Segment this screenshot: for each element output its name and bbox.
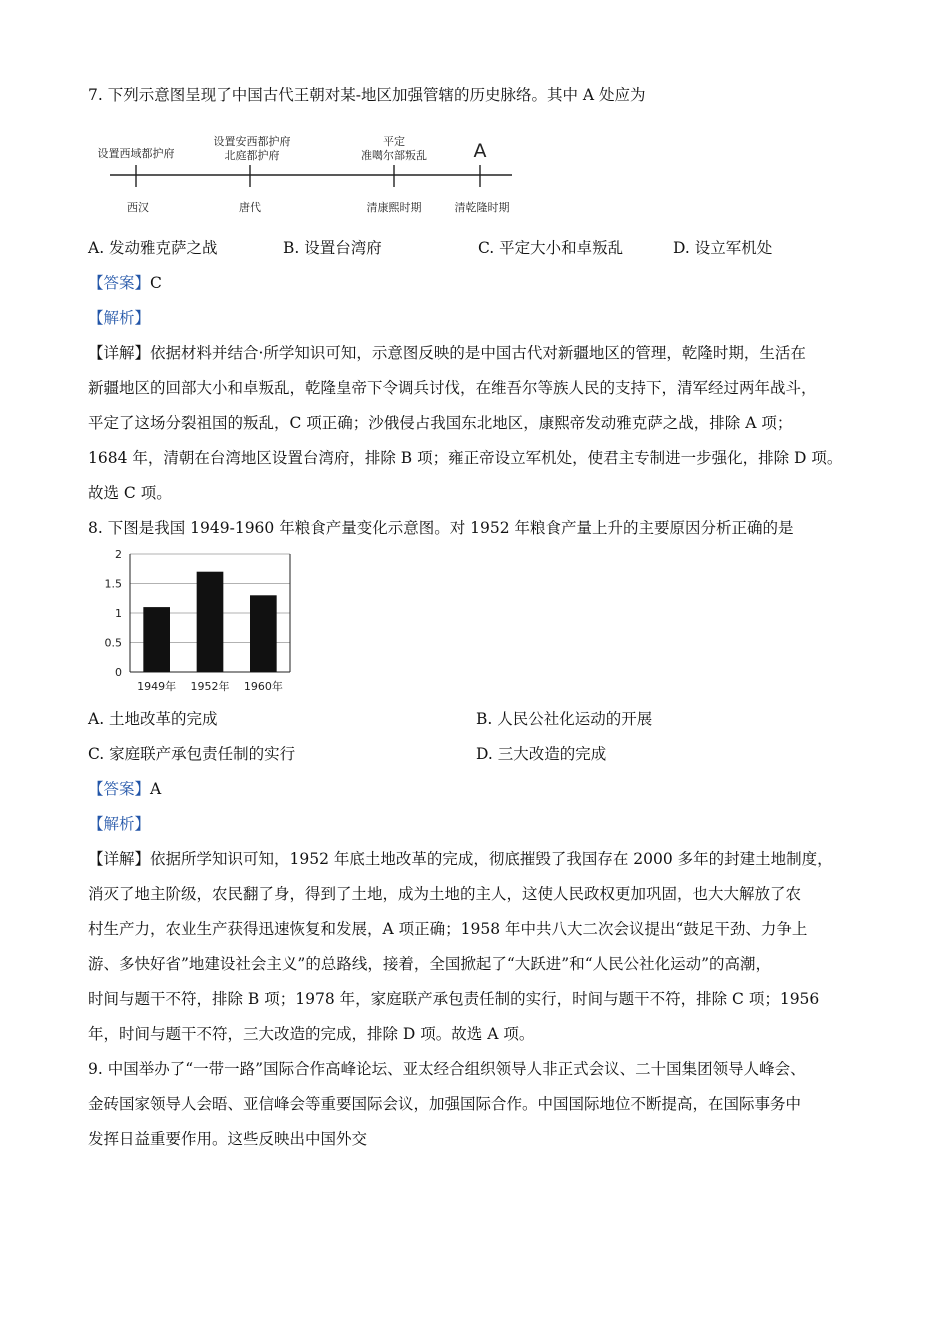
q7-detail-line: 1684 年，清朝在台湾地区设置台湾府，排除 B 项；雍正帝设立军机处，使君主专制进一步强化，排除 D 项。 xyxy=(88,449,843,467)
timeline-period-label: 清康熙时期 xyxy=(366,201,422,214)
q7-detail-line: 新疆地区的回部大小和卓叛乱，乾隆皇帝下令调兵讨伐，在维吾尔等族人民的支持下，清军经过两年战斗， xyxy=(88,379,817,397)
q8-stem: 8. 下图是我国 1949-1960 年粮食产量变化示意图。对 1952 年粮食产量上升的主要原因分析正确的是 xyxy=(88,519,794,537)
timeline-event-label: 设置安西都护府 xyxy=(213,135,291,148)
q7-option-a: A. 发动雅克萨之战 xyxy=(88,239,218,257)
q8-options-row2 xyxy=(88,737,878,772)
q7-answer xyxy=(88,266,878,301)
q8-options-row1 xyxy=(88,702,878,737)
answer-label: 【答案】 xyxy=(88,274,151,292)
q8-detail-line: 游、多快好省”地建设社会主义”的总路线，接着，全国掀起了“大跃进”和“人民公社化运动”的高潮， xyxy=(88,955,772,973)
q9-stem-line: 金砖国家领导人会晤、亚信峰会等重要国际会议，加强国际合作。中国国际地位不断提高，在国际事务中 xyxy=(88,1095,802,1113)
answer-value: C xyxy=(150,274,162,292)
answer-value: A xyxy=(150,780,162,798)
q7-detail-line: 故选 C 项。 xyxy=(88,484,172,502)
y-tick-label: 0.5 xyxy=(104,636,122,650)
q7-detail-line: 平定了这场分裂祖国的叛乱，C 项正确；沙俄侵占我国东北地区，康熙帝发动雅克萨之战，排除 A 项； xyxy=(88,414,793,432)
q8-option-b: B. 人民公社化运动的开展 xyxy=(476,710,653,728)
x-tick-label: 1960年 xyxy=(243,680,283,693)
timeline-event-label: 准噶尔部叛乱 xyxy=(361,149,427,162)
y-tick-label: 1 xyxy=(115,607,122,620)
timeline-event-label: 北庭都护府 xyxy=(224,149,280,162)
bar xyxy=(197,572,224,672)
q8-detail-line: 时间与题干不符，排除 B 项；1978 年，家庭联产承包责任制的实行，时间与题干不符，排除 C 项；1956 xyxy=(88,990,820,1008)
q8-detail-line: 村生产力，农业生产获得迅速恢复和发展，A 项正确；1958 年中共八大二次会议提出“鼓足干劲、力争上 xyxy=(88,920,808,938)
q9-stem-line: 发挥日益重要作用。这些反映出中国外交 xyxy=(88,1130,368,1148)
q9-stem-line: 9. 中国举办了“一带一路”国际合作高峰论坛、亚太经合组织领导人非正式会议、二十国集团领导人峰会、 xyxy=(88,1060,806,1078)
timeline-period-label: 西汉 xyxy=(127,201,149,214)
timeline-event-label-a: A xyxy=(473,140,487,162)
q8-answer xyxy=(88,772,878,807)
timeline-period-label: 清乾隆时期 xyxy=(454,201,510,214)
q8-detail-line: 【详解】依据所学知识可知，1952 年底土地改革的完成，彻底摧毁了我国存在 2000 多年的封建土地制度， xyxy=(88,850,833,868)
q8-option-c: C. 家庭联产承包责任制的实行 xyxy=(88,745,296,763)
timeline-period-label: 唐代 xyxy=(239,201,261,214)
q8-analysis-label: 【解析】 xyxy=(88,815,151,833)
q7-option-b: B. 设置台湾府 xyxy=(283,239,382,257)
q7-analysis-label: 【解析】 xyxy=(88,309,151,327)
answer-label: 【答案】 xyxy=(88,780,151,798)
bar xyxy=(143,607,170,672)
q7-stem: 7. 下列示意图呈现了中国古代王朝对某-地区加强管辖的历史脉络。其中 A 处应为 xyxy=(88,86,646,104)
q8-detail-line: 年，时间与题干不符，三大改造的完成，排除 D 项。故选 A 项。 xyxy=(88,1025,535,1043)
q8-option-d: D. 三大改造的完成 xyxy=(476,745,607,763)
timeline-event-label: 平定 xyxy=(383,135,405,148)
y-tick-label: 2 xyxy=(115,548,122,561)
q7-detail-line: 【详解】依据材料并结合·所学知识可知，示意图反映的是中国古代对新疆地区的管理，乾隆时期，生活在 xyxy=(88,344,806,362)
q7-option-c: C. 平定大小和卓叛乱 xyxy=(478,239,624,257)
q8-option-a: A. 土地改革的完成 xyxy=(88,710,218,728)
q7-options xyxy=(88,231,878,266)
x-tick-label: 1949年 xyxy=(137,680,177,693)
exam-page xyxy=(88,78,878,1157)
q7-option-d: D. 设立军机处 xyxy=(673,239,773,257)
y-tick-label: 1.5 xyxy=(104,577,122,591)
q8-detail-line: 消灭了地主阶级，农民翻了身，得到了土地，成为土地的主人，这使人民政权更加巩固，也大大解放了农 xyxy=(88,885,802,903)
q8-bar-chart xyxy=(96,548,306,698)
y-tick-label: 0 xyxy=(115,666,122,679)
bar xyxy=(250,595,277,672)
x-tick-label: 1952年 xyxy=(190,680,230,693)
timeline-event-label: 设置西域都护府 xyxy=(97,147,175,160)
q7-timeline-diagram xyxy=(92,115,532,225)
